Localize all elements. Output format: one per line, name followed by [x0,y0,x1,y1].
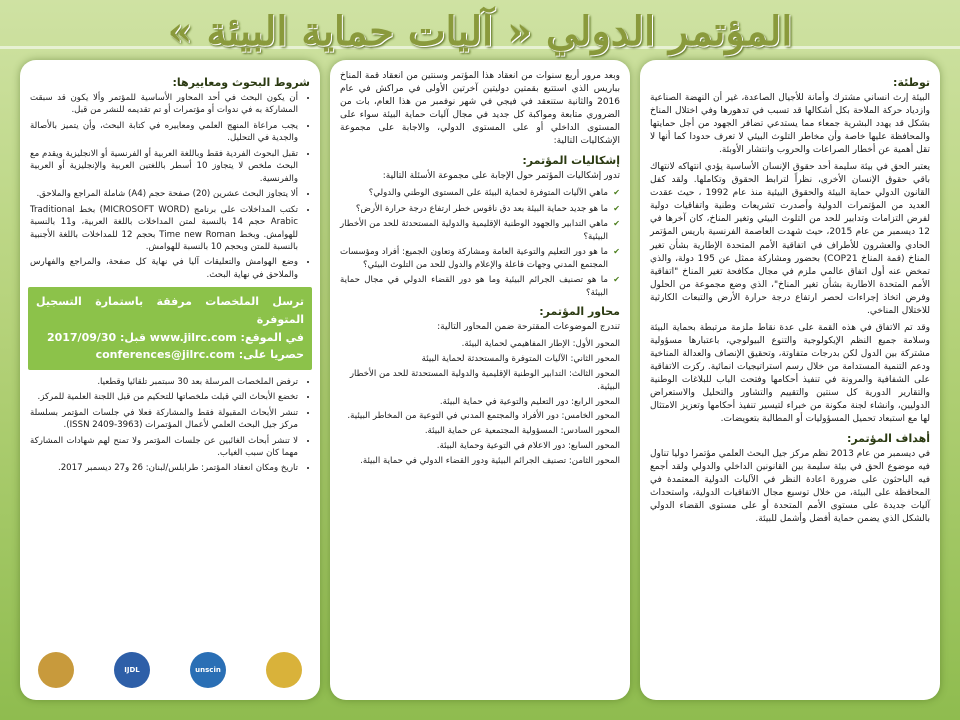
goals-paragraph: في ديسمبر من عام 2013 نظم مركز جيل البحث العلمي مؤتمرا دوليا تناول فيه موضوع الحق في بيئة سليمة بين القانونين الداخلي والدولي ولقد أجمع فيه الباحثون على ضرورة اعادة النظر في الآليات الدولية المعتمدة في المحافظة على البيئة، من خلال توسيع مجال الاتفاقيات الدولية، واستحداث آليات جديدة على مستوى الأمم المتحدة أو على مستوى القضاء الدولي بالشكل الذي يضمن حماية أفضل وأشمل للبيئة. [650,449,930,525]
rule-item: • تكتب المداخلات على برنامج (MICROSOFT WORD) بخط Traditional Arabic حجم 14 بالنسبة لمتن المداخلات باللغة العربية، و11 بالنسبة للهوامش. وبخط Time new Roman بحجم 12 للمداخلات باللغة الأجنبية بالنسبة للمتن وبحجم 10 بالنسبة للهوامش. [30,204,298,254]
rules-list [30,92,310,281]
rule-item: • ألا يتجاوز البحث عشرين (20) صفحة حجم (A4) شاملة المراجع والملاحق. [30,188,298,200]
middle-intro-paragraph: وبعد مرور أربع سنوات من انعقاد هذا المؤتمر وسنتين من انعقاد قمة المناخ بباريس الذي استتبع بقمتين دوليتين آخرتين الأولى في مراكش في عام 2016 والثانية ستنعقد في فيجي في شهر نوفمبر من هذا العام، بات من الضروري متابعة ومواكبة كل جديد في مجال آليات حماية البيئة سواء على المستوى الداخلي أو على المستوى الدولي، والاجابة على مجموعة الإشكاليات التالية: [340,71,620,147]
problems-heading: إشكاليات المؤتمر: [522,154,620,168]
axes-heading: محاور المؤتمر: [539,304,620,318]
submission-box [28,287,312,369]
question-item: ✔ ماهي الآليات المتوفرة لحماية البيئة على المستوى الوطني والدولي؟ [340,187,608,199]
note-item: • ترفض الملخصات المرسلة بعد 30 سبتمبر تلقائيا وقطعيا. [30,376,298,388]
rule-item: • يجب مراعاة المنهج العلمي ومعاييره في كتابة البحث، وأن يتميز بالأصالة والجدية في التحليل. [30,120,298,145]
note-item: • تخضع الأبحاث التي قبلت ملخصاتها للتحكيم من قبل اللجنة العلمية للمركز. [30,391,298,403]
submission-email[interactable]: حصريا على: conferences@jilrc.com [95,348,304,362]
submission-line: ترسل الملخصات مرفقة باستمارة التسجيل المتوفرة [36,295,304,326]
axis-item: المحور الثاني: الآليات المتوفرة والمستحدثة لحماية البيئة [421,353,620,364]
question-item: ✔ ما هو تصنيف الجرائم البيئية وما هو دور القضاء الدولي في مجال حماية البيئة؟ [340,274,608,299]
rule-item: • وضع الهوامش والتعليقات آليا في نهاية كل صفحة، والمراجع والفهارس والملاحق في نهاية البحث. [30,256,298,281]
note-item: • لا تنشر أبحاث الغائبين عن جلسات المؤتمر ولا تمنح لهم شهادات المشاركة مهما كان سبب الغياب. [30,435,298,460]
problems-intro: تدور إشكاليات المؤتمر حول الإجابة على مجموعة الأسئلة التالية: [382,171,620,182]
note-item: • تنشر الأبحاث المقبولة فقط والمشاركة فعلا في جلسات المؤتمر بسلسلة مركز جيل البحث العلمي لأعمال المؤتمرات (ISSN 2409-3963). [30,407,298,432]
panel-introduction [640,60,940,700]
axis-item: المحور الثالث: التدابير الوطنية الإقليمية والدولية المستحدثة للحد من الأخطار البيئية. [349,368,620,392]
axis-item: المحور السادس: المسؤولية المجتمعية عن حماية البيئة. [424,426,620,437]
notes-list [30,376,310,475]
axis-item: المحور الرابع: دور التعليم والتوعية في حماية البيئة. [439,396,620,407]
goals-heading: أهداف المؤتمر: [846,432,930,446]
page-title: المؤتمر الدولي « آليات حماية البيئة » [167,8,793,55]
rules-heading: شروط البحوث ومعاييرها: [172,76,310,89]
intro-paragraph-1: البيئة إرث انساني مشترك وأمانة للأجيال الصاعدة، غير أن النهضة الصناعية وازدياد حركة الملاحة بكل أشكالها قد تسبب في تدهورها وفي اختلال المناخ بشكل قد يهدد البشرية جمعاء مما يستدعي تضافر الجهود من أجل حمايتها والمحافظة عليها خاصة وأن مخاطر التلوث البيئي لا تعرف حدودا كما أنها لا تقل أهمية عن أخطار الصراعات والحروب وانتشار الأوبئة. [650,93,930,156]
question-item: ✔ ما هو جديد حماية البيئة بعد دق ناقوس خطر ارتفاع درجة حرارة الأرض؟ [340,203,608,215]
axis-item: المحور الأول: الإطار المفاهيمي لحماية البيئة. [461,339,620,349]
axis-item: المحور الخامس: دور الأفراد والمجتمع المدني في التوعية من المخاطر البيئية. [347,411,620,422]
jilrc-logo [266,652,302,688]
question-item: ✔ ماهي التدابير والجهود الوطنية الإقليمية والدولية المستحدثة للحد من الأخطار البيئية؟ [340,218,608,243]
rule-item: • أن يكون البحث في أحد المحاور الأساسية للمؤتمر وألا يكون قد سبقت المشاركة به في ندوات أو مؤتمرات أو تم تقديمه للنشر من قبل. [30,92,298,117]
rule-item: • تقبل البحوث الفردية فقط وباللغة العربية أو الفرنسية أو الانجليزية ويقدم مع البحث ملخص لا يتجاوز 10 أسطر باللغتين العربية والإنجليزية أو العربية والفرنسية. [30,148,298,185]
axes-intro: تندرج الموضوعات المقترحة ضمن المحاور التالية: [437,321,620,332]
note-item: • تاريخ ومكان انعقاد المؤتمر: طرابلس/لبنان: 26 و27 ديسمبر 2017. [30,462,298,474]
panel-problems-axes [330,60,630,700]
intro-paragraph-2: يعتبر الحق في بيئة سليمة أحد حقوق الإنسان الأساسية يؤدي انتهاكه لانتهاك باقي حقوق الإنسان الأخرى، نظراً لترابط الحقوق وتكاملها. ولقد كفل القانون الدولي حماية البيئة والحقوق البيئية منذ عام 1992 ، حيث عقدت العديد من المؤتمرات الدولية وأصدرت تشريعات وطنية واتفاقيات دولية لفرض التزامات وتدابير للحد من التلوث البيئي وتغير المناخ، كان آخرها في 12 ديسمبر من عام 2015، حيث شهدت العاصمة الفرنسية باريس المؤتمر الحادي والعشرون للأطراف في اتفاقية الأمم المتحدة الإطارية بشأن تغير المناخ (قمة المناخ COP21) بحضور ومشاركة ممثل عن 195 دولة، والذي تمخض عنه أول اتفاق عالمي ملزم في مجال مكافحة تغير المناخ "اتفاقية الأمم المتحدة الاطارية بشأن تغير المناخ"، الذي وضع مجموعة من الحلول وفرض اتخاذ إجراءات لحصر ارتفاع درجة حرارة الأرض والتبعات الكارثية للاختلال المناخي. [650,162,931,316]
intro-paragraph-3: وقد تم الاتفاق في هذه القمة على عدة نقاط ملزمة مرتبطة بحماية البيئة وسلامة جميع النظم الإيكولوجية والتنوع البيولوجي، باعتبارها مسؤولية مشتركة بين الدول لكن بدرجات متفاوتة، وتحقيق الإنصاف والعدالة المناخية ودعم التنمية المستدامة من خلال رسم استراتيجيات انمائية. ركزت الاتفاقية على الشفافية والمرونة في تنفيذ أحكامها وفتحت الباب للبلاغات الوطنية والتقارير الدورية كل سنتين والتقييم والتشاور والتحليل والاستعراض الدوليين، وانشاء لجنة مكونة من خبراء لتيسير تنفيذ أحكامها وتعزيز الامتثال لها مع استبعاد تحميل المسؤوليات أو المطالبة بتعويضات. [650,322,930,425]
unscin-logo: unscin [190,652,226,688]
axis-item: المحور السابع: دور الاعلام في التوعية وحماية البيئة. [436,441,620,452]
ijdl-logo: IJDL [114,652,150,688]
panel-rules [20,60,320,700]
question-item: ✔ ما هو دور التعليم والتوعية العامة ومشاركة وتعاون الجميع: أفراد ومؤسسات المجتمع المدني وجهات فاعلة والإعلام والدول للحد من التلوث البيئي؟ [340,246,608,271]
axis-item: المحور الثامن: تصنيف الجرائم البيئية ودور القضاء الدولي في حماية البيئة. [360,456,620,467]
intro-heading: توطئة: [893,76,930,89]
logos-row [38,652,302,688]
submission-website[interactable]: في الموقع: www.jilrc.com قبل: 2017/09/30 [46,330,304,344]
questions-list [340,187,620,299]
institution-logo [38,652,74,688]
